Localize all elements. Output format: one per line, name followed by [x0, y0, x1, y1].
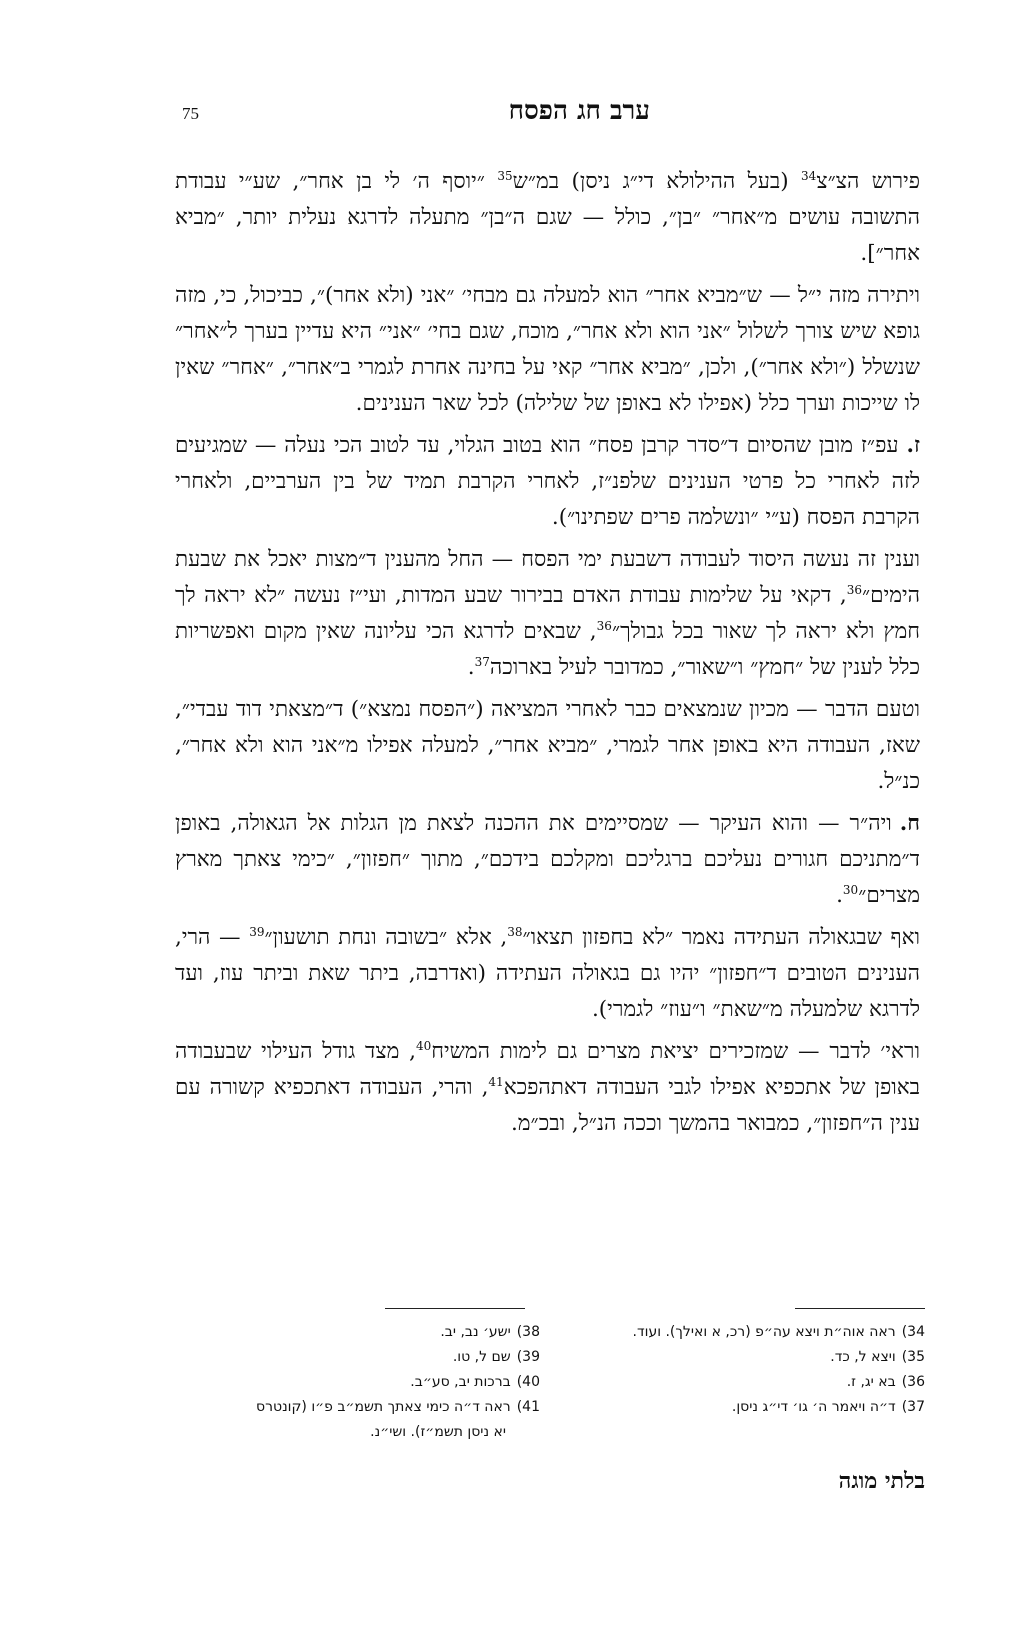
text-span: (בעל ההילולא די״ג ניסן) במ״ש	[512, 169, 802, 194]
paragraph-6	[175, 806, 920, 914]
paragraph-8	[175, 1034, 920, 1142]
footnote-ref[interactable]: 40	[415, 1038, 432, 1053]
footnote-number: 35)	[901, 1349, 925, 1365]
running-head: ערב חג הפסח	[508, 96, 650, 126]
page-number: 75	[182, 104, 199, 123]
footnote-number: 39)	[516, 1349, 540, 1365]
text-span: , אלא ״בשובה ונחת תושעון״	[264, 925, 508, 950]
footnote-ref[interactable]: 39	[249, 924, 265, 939]
footnote	[555, 1370, 925, 1395]
footnote-text: ראה ד״ה כימי צאתך תשמ״ב פ״ו (קונטרס	[256, 1399, 511, 1415]
paragraph-5: וטעם הדבר — מכיון שנמצאים כבר לאחרי המציאה (״הפסח נמצא״) ד״מצאתי דוד עבדי״, שאז, העבודה היא באופן אחר לגמרי, ״מביא אחר״, למעלה אפילו מ״אני הוא ולא אחר״, כנ״ל.	[175, 697, 920, 794]
footnote-ref[interactable]: 38	[507, 924, 523, 939]
paragraph-3	[175, 428, 920, 536]
footnote	[555, 1345, 925, 1370]
footnote-ref[interactable]: 36	[846, 582, 863, 597]
footnote-text: ראה אוה״ת ויצא עה״פ (רכ, א ואילך). ועוד.	[632, 1324, 896, 1340]
footnote-text: ברכות יב, סע״ב.	[410, 1374, 511, 1390]
text-span: וראי׳ לדבר — שמזכירים יציאת מצרים גם לימות המשיח	[431, 1039, 920, 1064]
footnotes-left-column	[170, 1320, 540, 1445]
footnote	[555, 1395, 925, 1420]
footnote	[170, 1395, 540, 1420]
footnote-number: 34)	[901, 1324, 925, 1340]
footnote-text: ישע׳ נב, יב.	[440, 1324, 511, 1340]
footnote-continuation: יא ניסן תשמ״ז). ושי״נ.	[370, 1424, 506, 1440]
footnote-divider	[795, 1308, 925, 1309]
text-span: .	[836, 883, 843, 908]
footnote-number: 37)	[901, 1399, 925, 1415]
section-label: ח.	[899, 811, 920, 836]
text-span: ואף שבגאולה העתידה נאמר ״לא בחפזון תצאו״	[522, 925, 920, 950]
body-text	[175, 164, 920, 1148]
text-span: פירוש הצ״צ	[816, 169, 920, 194]
text-span: .	[467, 655, 475, 680]
paragraph-4	[175, 542, 920, 686]
footnote-text: ד״ה ויאמר ה׳ גו׳ די״ג ניסן.	[731, 1399, 896, 1415]
footnote-divider	[385, 1308, 525, 1309]
footnotes-right-column	[555, 1320, 925, 1420]
footnote	[170, 1345, 540, 1370]
text-span: עפ״ז מובן שהסיום ד״סדר קרבן פסח״ הוא בטוב הגלוי, עד לטוב הכי נעלה — שמגיעים לזה לאחרי כל פרטי הענינים שלפנ״ז, לאחרי הקרבת תמיד של בין הערביים, ולאחרי הקרבת הפסח (ע״י ״ונשלמה פרים שפתינו״).	[175, 433, 920, 530]
footnote-text: בא יג, ז.	[846, 1374, 896, 1390]
footnote-number: 40)	[516, 1374, 540, 1390]
footnote-number: 36)	[901, 1374, 925, 1390]
text-span: , שבאים לדרגא הכי עליונה שאין מקום ואפשריות כלל לענין של ״חמץ״ ו״שאור״, כמדובר לעיל בארוכה	[175, 619, 920, 680]
footnote-ref[interactable]: 35	[497, 168, 513, 183]
text-span: , דקאי על שלימות עבודת האדם בבירור שבע המדות, ועי״ז נעשה ״לא יראה לך חמץ ולא יראה לך שאור בכל גבולך״	[175, 583, 920, 644]
footnote-number: 41)	[516, 1399, 540, 1415]
footnote-text: שם ל, טו.	[452, 1349, 511, 1365]
footnote-number: 38)	[516, 1324, 540, 1340]
footnote-ref[interactable]: 34	[801, 168, 817, 183]
section-label: ז.	[906, 433, 920, 458]
text-span: , מצד גודל העילוי שבעבודה באופן של אתכפיא אפילו לגבי העבודה דאתהפכא	[175, 1039, 920, 1100]
text-span: — הרי, הענינים הטובים ד״חפזון״ יהיו גם בגאולה העתידה (ואדרבה, ביתר שאת וביתר עוז, ועד לדרגא שלמעלה מ״שאת״ ו״עוז״ לגמרי).	[175, 925, 920, 1022]
unedited-stamp: בלתי מוגה	[838, 1468, 925, 1494]
paragraph-1	[175, 164, 920, 272]
text-span: , והרי, העבודה דאתכפיא קשורה עם ענין ה״חפזון״, כמבואר בהמשך וככה הנ״ל, ובכ״מ.	[175, 1075, 920, 1136]
footnote	[170, 1320, 540, 1345]
text-span: וענין זה נעשה היסוד לעבודה דשבעת ימי הפסח — החל מהענין ד״מצות יאכל את שבעת הימים״	[175, 547, 920, 608]
paragraph-7	[175, 920, 920, 1028]
footnote-ref[interactable]: 36	[596, 618, 612, 633]
footnote-ref[interactable]: 37	[474, 654, 490, 669]
footnote-ref[interactable]: 41	[488, 1074, 504, 1089]
paragraph-2: ויתירה מזה י״ל — ש״מביא אחר״ הוא למעלה גם מבחי׳ ״אני (ולא אחר)״, כביכול, כי, מזה גופא שיש צורך לשלול ״אני הוא ולא אחר״, מוכח, שגם בחי׳ ״אני״ היא עדיין בערך ל״אחר״ שנשלל (״ולא אחר״), ולכן, ״מביא אחר״ קאי על בחינה אחרת לגמרי ב״אחר״, ״אחר״ שאין לו שייכות וערך כלל (אפילו לא באופן של שלילה) לכל שאר הענינים.	[175, 283, 920, 416]
footnote	[170, 1370, 540, 1395]
footnote-ref[interactable]: 30	[842, 882, 859, 897]
footnote-text: ויצא ל, כד.	[830, 1349, 896, 1365]
footnote	[555, 1320, 925, 1345]
text-span: ״יוסף ה׳ לי בן אחר״, שע״י עבודת התשובה עושים מ״אחר״ ״בן״, כולל — שגם ה״בן״ מתעלה לדרגא נעלית יותר, ״מביא אחר״].	[175, 169, 920, 266]
text-span: ויה״ר — והוא העיקר — שמסיימים את ההכנה לצאת מן הגלות אל הגאולה, באופן ד״מתניכם חגורים נעליכם ברגליכם ומקלכם בידכם״, מתוך ״חפזון״, ״כימי צאתך מארץ מצרים״	[175, 811, 920, 908]
